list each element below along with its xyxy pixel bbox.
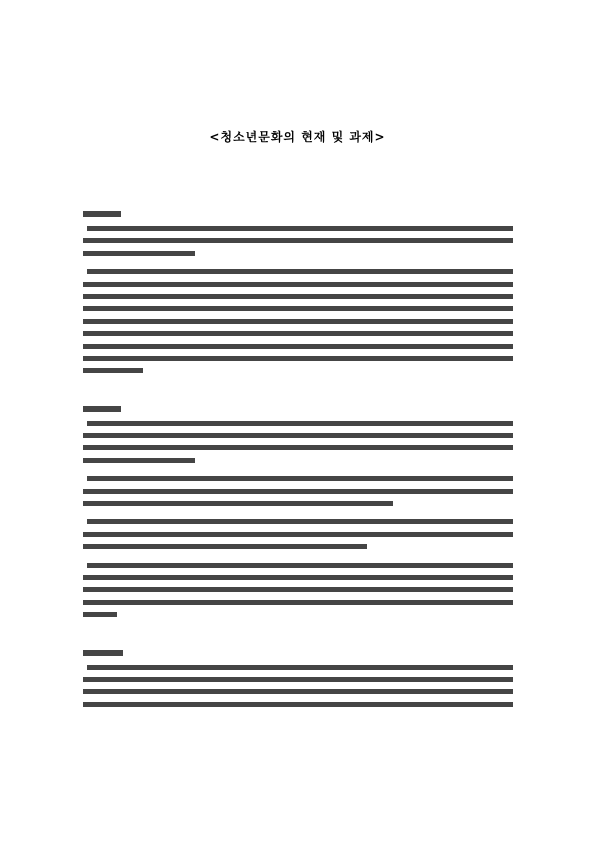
paragraph: [83, 515, 513, 552]
text-line: [83, 327, 513, 339]
heading-text-block: [83, 211, 121, 217]
text-line-block: [83, 587, 513, 592]
paragraph: [83, 222, 513, 259]
document-section: [83, 647, 513, 711]
paragraph: [83, 472, 513, 509]
text-line-block: [83, 612, 117, 617]
text-line: [83, 497, 513, 509]
section-heading: [83, 647, 513, 659]
text-line: [83, 290, 513, 302]
text-line-block: [83, 532, 513, 537]
document-section: [83, 403, 513, 621]
text-line: [83, 429, 513, 441]
text-line-block: [83, 238, 513, 243]
text-line-block: [87, 421, 513, 426]
text-line-block: [83, 344, 513, 349]
text-line-block: [87, 519, 513, 524]
paragraph: [83, 417, 513, 467]
text-line-block: [87, 269, 513, 274]
text-line: [83, 540, 513, 552]
text-line: [83, 247, 513, 259]
text-line: [83, 278, 513, 290]
text-line-block: [83, 368, 143, 373]
text-line: [83, 608, 513, 620]
text-line-block: [83, 677, 513, 682]
text-line: [83, 685, 513, 697]
text-line: [83, 528, 513, 540]
text-line: [83, 364, 513, 376]
text-line-block: [83, 282, 513, 287]
text-line-block: [83, 445, 513, 450]
text-line-block: [83, 331, 513, 336]
text-line: [83, 302, 513, 314]
text-line-block: [83, 433, 513, 438]
text-line: [83, 515, 513, 527]
text-line-block: [87, 476, 513, 481]
text-line: [83, 673, 513, 685]
text-line-block: [83, 689, 513, 694]
text-line: [83, 472, 513, 484]
document-body: [83, 208, 513, 716]
text-line-block: [83, 306, 513, 311]
text-line: [83, 234, 513, 246]
text-line: [83, 441, 513, 453]
text-line: [83, 417, 513, 429]
text-line-block: [87, 665, 513, 670]
text-line-block: [83, 356, 513, 361]
text-line-block: [87, 563, 513, 568]
text-line: [83, 559, 513, 571]
text-line-block: [83, 319, 513, 324]
heading-text-block: [83, 406, 121, 412]
document-title: <청소년문화의 현재 및 과제>: [209, 130, 386, 144]
text-line-block: [87, 226, 513, 231]
paragraph: [83, 661, 513, 711]
text-line-block: [83, 458, 195, 463]
section-gap: [83, 383, 513, 403]
text-line: [83, 340, 513, 352]
text-line-block: [83, 544, 367, 549]
text-line-block: [83, 600, 513, 605]
text-line: [83, 454, 513, 466]
document-section: [83, 208, 513, 377]
text-line-block: [83, 489, 513, 494]
section-heading: [83, 403, 513, 415]
text-line: [83, 596, 513, 608]
text-line: [83, 698, 513, 710]
heading-text-block: [83, 650, 123, 656]
section-gap: [83, 627, 513, 647]
text-line: [83, 315, 513, 327]
section-heading: [83, 208, 513, 220]
text-line: [83, 583, 513, 595]
text-line-block: [83, 294, 513, 299]
text-line: [83, 571, 513, 583]
text-line: [83, 222, 513, 234]
text-line: [83, 352, 513, 364]
paragraph: [83, 265, 513, 377]
text-line: [83, 661, 513, 673]
paragraph: [83, 559, 513, 621]
text-line: [83, 265, 513, 277]
text-line-block: [83, 575, 513, 580]
text-line-block: [83, 702, 513, 707]
text-line-block: [83, 501, 393, 506]
text-line-block: [83, 251, 195, 256]
text-line: [83, 485, 513, 497]
